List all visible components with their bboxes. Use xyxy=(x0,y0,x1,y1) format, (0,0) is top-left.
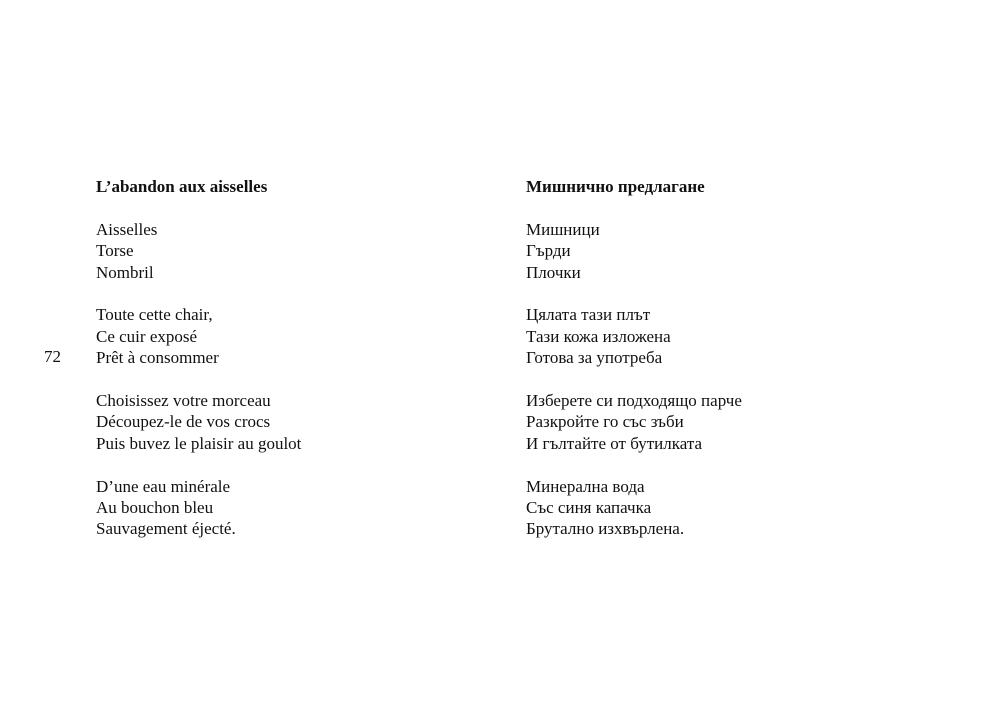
bulgarian-stanza-2 xyxy=(526,304,946,368)
bulgarian-stanza-3 xyxy=(526,390,946,454)
french-stanza-1 xyxy=(96,219,516,283)
bulgarian-poem xyxy=(526,176,946,561)
bulgarian-poem-title: Мишнично предлагане xyxy=(526,177,705,196)
poem-line: Choisissez votre morceau xyxy=(96,391,271,411)
poem-line: Torse xyxy=(96,241,134,261)
poem-line: Гърди xyxy=(526,241,571,261)
french-stanza-3 xyxy=(96,390,516,454)
poem-line: Au bouchon bleu xyxy=(96,498,214,518)
poem-line: И гълтайте от бутилката xyxy=(526,433,703,453)
poem-line: Nombril xyxy=(96,262,154,282)
poem-line: Разкройте го със зъби xyxy=(526,412,684,432)
poem-line: Мишници xyxy=(526,219,600,239)
poem-line: Изберете си подходящо парче xyxy=(526,391,742,411)
poem-line: Тази кожа изложена xyxy=(526,326,671,346)
poem-line: Ce cuir exposé xyxy=(96,326,198,346)
french-poem-title: L’abandon aux aisselles xyxy=(96,177,268,196)
poem-line: Плочки xyxy=(526,262,581,282)
poem-line: Prêt à consommer xyxy=(96,348,219,368)
poem-line: Готова за употреба xyxy=(526,348,663,368)
poem-line: Toute cette chair, xyxy=(96,305,213,325)
page-number: 72 xyxy=(44,347,61,366)
poem-line: D’une eau minérale xyxy=(96,476,231,496)
french-stanza-2 xyxy=(96,304,516,368)
poem-line: Брутално изхвърлена. xyxy=(526,519,685,539)
bulgarian-stanza-1 xyxy=(526,219,946,283)
french-stanza-4 xyxy=(96,476,516,540)
poem-line: Aisselles xyxy=(96,219,158,239)
poem-line: Минерална вода xyxy=(526,476,645,496)
poem-line: Puis buvez le plaisir au goulot xyxy=(96,433,302,453)
poem-line: Със синя капачка xyxy=(526,498,652,518)
bulgarian-stanza-4 xyxy=(526,476,946,540)
french-poem xyxy=(96,176,516,561)
poem-line: Sauvagement éjecté. xyxy=(96,519,236,539)
poem-line: Цялата тази плът xyxy=(526,305,651,325)
poem-line: Découpez-le de vos crocs xyxy=(96,412,271,432)
